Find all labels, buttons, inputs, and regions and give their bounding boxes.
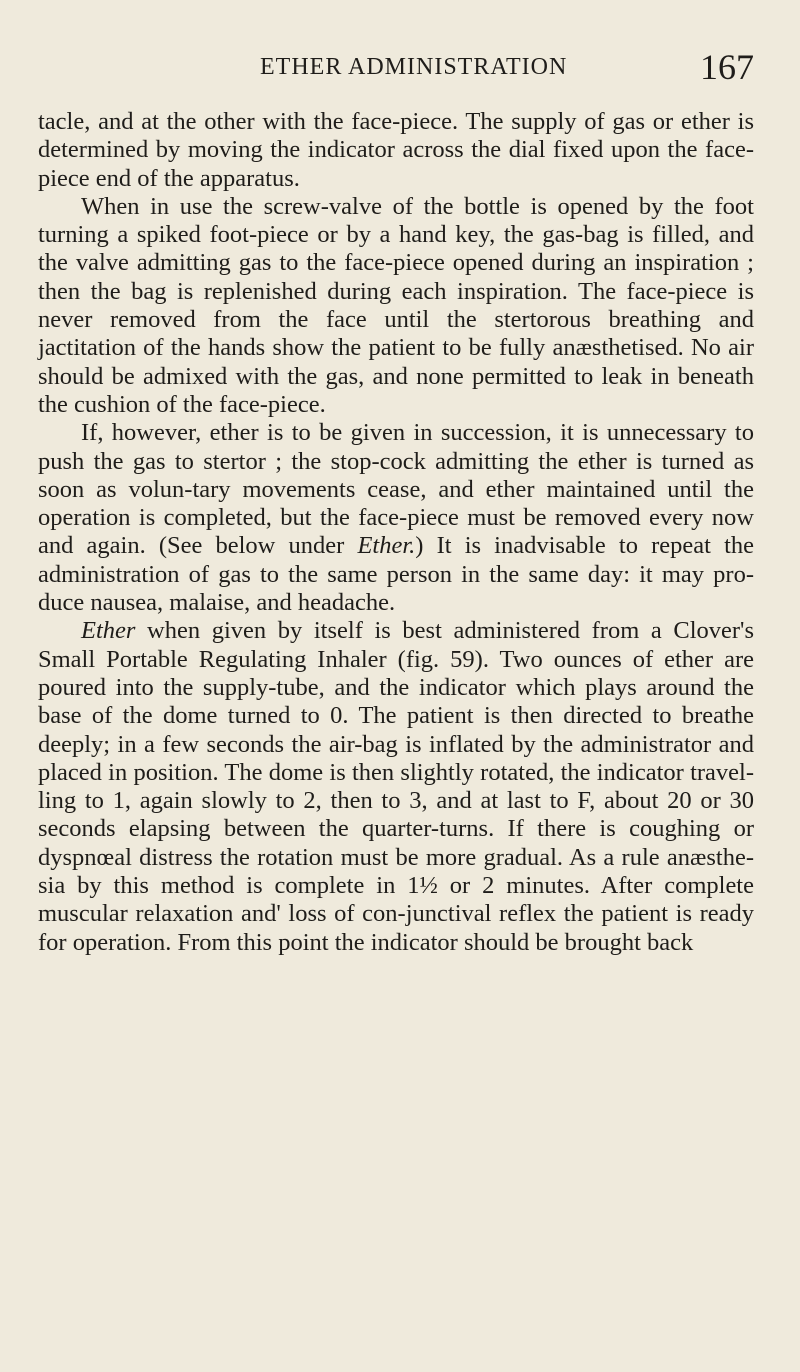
- running-head: [0, 47, 800, 90]
- page-number: 167: [700, 47, 754, 87]
- paragraph: [38, 193, 754, 419]
- paragraph: [38, 419, 754, 617]
- text-run: tacle, and at the other with the face-piece. The supply of gas or ether is determined by moving the indicator across the dial fixed upon the face-piece end of the apparatus.: [38, 108, 754, 192]
- italic-term: Ether: [81, 617, 136, 645]
- text-run: When in use the screw-valve of the bottle is opened by the foot turning a spiked foot-piece or by a hand key, the gas-bag is filled, and the valve admitting gas to the face-piece opened during an inspiration ; then the bag is replenished during each inspiration. The face-piece is never removed from the face until the stertorous breathing and jactitation of the hands show the patient to be fully anæsthetised. No air should be admixed with the gas, and none permitted to leak in beneath the cushion of the face-piece.: [38, 192, 754, 418]
- paragraph: [38, 108, 754, 193]
- text-run: ) It is inadvisable to repeat the administration of gas to the same person in the same day: it may pro-duce nausea, malaise, and headache.: [38, 532, 755, 617]
- running-head-title: ETHER ADMINISTRATION: [260, 54, 568, 80]
- text-run: If, however, ether is to be given in succession, it is unnecessary to push the gas to stertor ; the stop-cock admitting the ether is turned as soon as volun-tary movements cease, and ether maintained until the operation is completed, but the face-piece must be removed every now and again. (See below under: [38, 419, 754, 560]
- text-run: when given by itself is best administered from a Clover's Small Portable Regulating Inhaler (fig. 59). Two ounces of ether are poured into the supply-tube, and the indicator which plays around the base of the dome turned to 0. The patient is then directed to breathe deeply; in a few seconds the air-bag is inflated by the administrator and placed in position. The dome is then slightly rotated, the indicator travel-ling to 1, again slowly to 2, then to 3, and at last to F, about 20 or 30 seconds elapsing between the quarter-turns. If there is coughing or dyspnœal distress the rotation must be more gradual. As a rule anæsthe-sia by this method is complete in 1½ or 2 minutes. After complete muscular relaxation and' loss of con-junctival reflex the patient is ready for operation. From this point the indicator should be brought back: [38, 617, 754, 956]
- italic-term: Ether.: [357, 532, 416, 560]
- paragraph: [38, 617, 754, 957]
- body-text: [38, 108, 754, 957]
